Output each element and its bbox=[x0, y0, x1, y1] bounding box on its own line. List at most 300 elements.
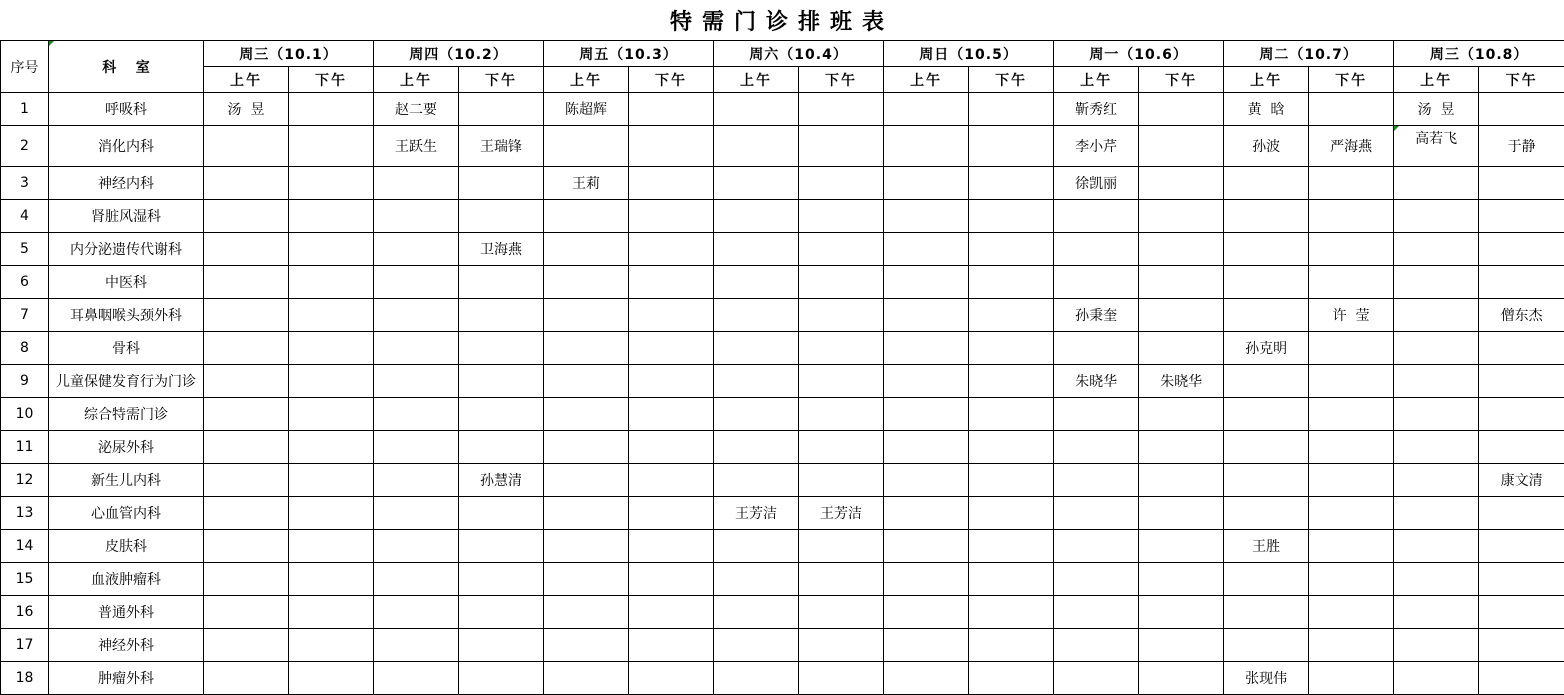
schedule-cell[interactable] bbox=[1479, 299, 1564, 332]
schedule-cell[interactable] bbox=[1139, 398, 1224, 431]
schedule-cell[interactable] bbox=[374, 299, 459, 332]
schedule-cell[interactable] bbox=[1054, 233, 1139, 266]
schedule-cell[interactable] bbox=[1394, 332, 1479, 365]
schedule-cell[interactable] bbox=[1479, 596, 1564, 629]
schedule-cell[interactable] bbox=[204, 431, 289, 464]
schedule-cell[interactable] bbox=[459, 167, 544, 200]
schedule-cell[interactable] bbox=[374, 332, 459, 365]
schedule-cell[interactable] bbox=[1139, 167, 1224, 200]
schedule-cell[interactable] bbox=[1224, 299, 1309, 332]
schedule-cell[interactable] bbox=[1054, 365, 1139, 398]
doctor-name: 王莉 bbox=[572, 173, 600, 193]
schedule-cell[interactable] bbox=[799, 431, 884, 464]
schedule-cell[interactable] bbox=[289, 332, 374, 365]
schedule-cell[interactable] bbox=[1224, 398, 1309, 431]
schedule-cell[interactable] bbox=[1309, 398, 1394, 431]
schedule-cell[interactable] bbox=[1224, 126, 1309, 167]
schedule-cell[interactable] bbox=[884, 332, 969, 365]
schedule-cell[interactable] bbox=[629, 662, 714, 695]
schedule-cell[interactable] bbox=[374, 497, 459, 530]
schedule-cell[interactable] bbox=[1394, 126, 1479, 167]
schedule-cell[interactable] bbox=[884, 93, 969, 126]
schedule-cell[interactable] bbox=[1224, 266, 1309, 299]
schedule-cell[interactable] bbox=[1224, 233, 1309, 266]
schedule-cell[interactable] bbox=[629, 398, 714, 431]
schedule-cell[interactable] bbox=[1224, 629, 1309, 662]
schedule-cell[interactable] bbox=[969, 596, 1054, 629]
schedule-cell[interactable] bbox=[374, 563, 459, 596]
schedule-cell[interactable] bbox=[1479, 93, 1564, 126]
schedule-cell[interactable] bbox=[1224, 332, 1309, 365]
schedule-cell[interactable] bbox=[459, 464, 544, 497]
schedule-cell[interactable] bbox=[1224, 596, 1309, 629]
schedule-cell[interactable] bbox=[799, 126, 884, 167]
schedule-cell[interactable] bbox=[799, 299, 884, 332]
schedule-cell[interactable] bbox=[289, 200, 374, 233]
schedule-cell[interactable] bbox=[1224, 200, 1309, 233]
schedule-cell[interactable] bbox=[1139, 200, 1224, 233]
doctor-name: 王瑞锋 bbox=[480, 136, 522, 156]
schedule-cell[interactable] bbox=[1479, 365, 1564, 398]
schedule-cell[interactable] bbox=[374, 464, 459, 497]
schedule-cell[interactable] bbox=[714, 126, 799, 167]
schedule-cell[interactable] bbox=[1309, 299, 1394, 332]
schedule-cell[interactable] bbox=[374, 662, 459, 695]
schedule-cell[interactable] bbox=[799, 629, 884, 662]
doctor-name: 王芳洁 bbox=[735, 503, 777, 523]
schedule-cell[interactable] bbox=[969, 464, 1054, 497]
schedule-cell[interactable] bbox=[884, 497, 969, 530]
schedule-cell[interactable] bbox=[289, 662, 374, 695]
schedule-cell[interactable] bbox=[884, 464, 969, 497]
schedule-cell[interactable] bbox=[969, 563, 1054, 596]
schedule-cell[interactable] bbox=[884, 596, 969, 629]
schedule-cell[interactable] bbox=[714, 464, 799, 497]
schedule-cell[interactable] bbox=[1139, 266, 1224, 299]
schedule-cell[interactable] bbox=[1139, 530, 1224, 563]
schedule-cell[interactable] bbox=[374, 530, 459, 563]
doctor-name: 许 莹 bbox=[1333, 305, 1370, 325]
schedule-cell[interactable] bbox=[289, 167, 374, 200]
schedule-cell[interactable] bbox=[459, 299, 544, 332]
schedule-cell[interactable] bbox=[1394, 464, 1479, 497]
schedule-cell[interactable] bbox=[1139, 596, 1224, 629]
schedule-cell[interactable] bbox=[459, 530, 544, 563]
row-seq: 9 bbox=[1, 365, 49, 398]
schedule-cell[interactable] bbox=[459, 365, 544, 398]
schedule-cell[interactable] bbox=[969, 233, 1054, 266]
schedule-cell[interactable] bbox=[204, 563, 289, 596]
schedule-cell[interactable] bbox=[1054, 497, 1139, 530]
schedule-cell[interactable] bbox=[459, 629, 544, 662]
schedule-cell[interactable] bbox=[1139, 332, 1224, 365]
schedule-cell[interactable] bbox=[629, 93, 714, 126]
schedule-cell[interactable] bbox=[204, 464, 289, 497]
schedule-cell[interactable] bbox=[1479, 200, 1564, 233]
schedule-cell[interactable] bbox=[459, 662, 544, 695]
schedule-cell[interactable] bbox=[1309, 200, 1394, 233]
schedule-cell[interactable] bbox=[1224, 365, 1309, 398]
schedule-cell[interactable] bbox=[204, 365, 289, 398]
schedule-cell[interactable] bbox=[629, 596, 714, 629]
schedule-cell[interactable] bbox=[374, 629, 459, 662]
schedule-cell[interactable] bbox=[799, 398, 884, 431]
schedule-cell[interactable] bbox=[459, 497, 544, 530]
schedule-cell[interactable] bbox=[1224, 662, 1309, 695]
schedule-cell[interactable] bbox=[969, 431, 1054, 464]
schedule-cell[interactable] bbox=[1394, 200, 1479, 233]
schedule-cell[interactable] bbox=[1394, 398, 1479, 431]
schedule-cell[interactable] bbox=[714, 530, 799, 563]
schedule-cell[interactable] bbox=[459, 431, 544, 464]
schedule-cell[interactable] bbox=[884, 365, 969, 398]
schedule-cell[interactable] bbox=[459, 563, 544, 596]
schedule-cell[interactable] bbox=[884, 530, 969, 563]
schedule-cell[interactable] bbox=[714, 167, 799, 200]
schedule-cell[interactable] bbox=[374, 266, 459, 299]
schedule-cell[interactable] bbox=[204, 332, 289, 365]
schedule-cell[interactable] bbox=[374, 596, 459, 629]
schedule-cell[interactable] bbox=[1394, 497, 1479, 530]
schedule-cell[interactable] bbox=[884, 629, 969, 662]
schedule-cell[interactable] bbox=[204, 299, 289, 332]
schedule-cell[interactable] bbox=[289, 629, 374, 662]
schedule-cell[interactable] bbox=[1309, 365, 1394, 398]
schedule-cell[interactable] bbox=[884, 662, 969, 695]
schedule-cell[interactable] bbox=[1139, 93, 1224, 126]
schedule-cell[interactable] bbox=[799, 662, 884, 695]
schedule-cell[interactable] bbox=[1054, 200, 1139, 233]
schedule-cell[interactable] bbox=[1479, 530, 1564, 563]
schedule-cell[interactable] bbox=[1394, 167, 1479, 200]
schedule-cell[interactable] bbox=[1394, 431, 1479, 464]
schedule-cell[interactable] bbox=[1394, 93, 1479, 126]
schedule-cell[interactable] bbox=[629, 497, 714, 530]
schedule-cell[interactable] bbox=[799, 93, 884, 126]
schedule-cell[interactable] bbox=[374, 167, 459, 200]
schedule-cell[interactable] bbox=[204, 398, 289, 431]
schedule-cell[interactable] bbox=[1309, 93, 1394, 126]
schedule-cell[interactable] bbox=[204, 233, 289, 266]
schedule-cell[interactable] bbox=[544, 563, 629, 596]
schedule-cell[interactable] bbox=[544, 464, 629, 497]
schedule-cell[interactable] bbox=[884, 431, 969, 464]
schedule-cell[interactable] bbox=[629, 563, 714, 596]
schedule-cell[interactable] bbox=[204, 629, 289, 662]
schedule-cell[interactable] bbox=[1224, 563, 1309, 596]
schedule-cell[interactable] bbox=[1309, 431, 1394, 464]
schedule-cell[interactable] bbox=[629, 431, 714, 464]
schedule-cell[interactable] bbox=[1309, 629, 1394, 662]
schedule-cell[interactable] bbox=[1479, 398, 1564, 431]
schedule-cell[interactable] bbox=[1309, 662, 1394, 695]
doctor-name: 王芳洁 bbox=[820, 503, 862, 523]
schedule-cell[interactable] bbox=[969, 530, 1054, 563]
schedule-cell[interactable] bbox=[1479, 167, 1564, 200]
schedule-cell[interactable] bbox=[1139, 365, 1224, 398]
schedule-cell[interactable] bbox=[884, 126, 969, 167]
schedule-cell[interactable] bbox=[1224, 167, 1309, 200]
schedule-cell[interactable] bbox=[544, 431, 629, 464]
schedule-cell[interactable] bbox=[714, 365, 799, 398]
schedule-cell[interactable] bbox=[544, 200, 629, 233]
schedule-cell[interactable] bbox=[1309, 332, 1394, 365]
schedule-cell[interactable] bbox=[204, 93, 289, 126]
schedule-cell[interactable] bbox=[1139, 299, 1224, 332]
schedule-cell[interactable] bbox=[459, 200, 544, 233]
schedule-cell[interactable] bbox=[629, 200, 714, 233]
schedule-cell[interactable] bbox=[629, 464, 714, 497]
schedule-cell[interactable] bbox=[1309, 497, 1394, 530]
schedule-cell[interactable] bbox=[1394, 563, 1479, 596]
schedule-cell[interactable] bbox=[1224, 431, 1309, 464]
schedule-cell[interactable] bbox=[714, 398, 799, 431]
schedule-cell[interactable] bbox=[1309, 233, 1394, 266]
schedule-cell[interactable] bbox=[1394, 233, 1479, 266]
schedule-cell[interactable] bbox=[374, 365, 459, 398]
schedule-cell[interactable] bbox=[884, 200, 969, 233]
schedule-cell[interactable] bbox=[204, 200, 289, 233]
schedule-cell[interactable] bbox=[1054, 93, 1139, 126]
table-row bbox=[1, 200, 1564, 233]
schedule-cell[interactable] bbox=[544, 126, 629, 167]
schedule-cell[interactable] bbox=[289, 596, 374, 629]
schedule-cell[interactable] bbox=[629, 167, 714, 200]
schedule-cell[interactable] bbox=[1139, 629, 1224, 662]
schedule-cell[interactable] bbox=[1394, 530, 1479, 563]
schedule-cell[interactable] bbox=[544, 299, 629, 332]
row-dept: 神经外科 bbox=[49, 629, 204, 662]
schedule-cell[interactable] bbox=[799, 365, 884, 398]
schedule-cell[interactable] bbox=[714, 596, 799, 629]
row-seq: 7 bbox=[1, 299, 49, 332]
schedule-cell[interactable] bbox=[544, 629, 629, 662]
schedule-cell[interactable] bbox=[1479, 662, 1564, 695]
schedule-cell[interactable] bbox=[884, 266, 969, 299]
schedule-cell[interactable] bbox=[1054, 167, 1139, 200]
schedule-cell[interactable] bbox=[1479, 497, 1564, 530]
schedule-cell[interactable] bbox=[1479, 431, 1564, 464]
schedule-cell[interactable] bbox=[969, 93, 1054, 126]
schedule-cell[interactable] bbox=[544, 167, 629, 200]
schedule-cell[interactable] bbox=[969, 662, 1054, 695]
schedule-cell[interactable] bbox=[1479, 464, 1564, 497]
schedule-cell[interactable] bbox=[969, 365, 1054, 398]
schedule-cell[interactable] bbox=[629, 126, 714, 167]
schedule-cell[interactable] bbox=[1139, 464, 1224, 497]
schedule-cell[interactable] bbox=[1309, 530, 1394, 563]
schedule-cell[interactable] bbox=[544, 266, 629, 299]
schedule-cell[interactable] bbox=[1394, 299, 1479, 332]
schedule-cell[interactable] bbox=[1309, 126, 1394, 167]
schedule-cell[interactable] bbox=[1054, 662, 1139, 695]
schedule-cell[interactable] bbox=[799, 167, 884, 200]
schedule-cell[interactable] bbox=[969, 200, 1054, 233]
schedule-cell[interactable] bbox=[1479, 266, 1564, 299]
schedule-cell[interactable] bbox=[1394, 629, 1479, 662]
schedule-cell[interactable] bbox=[714, 563, 799, 596]
schedule-cell[interactable] bbox=[204, 530, 289, 563]
schedule-cell[interactable] bbox=[629, 530, 714, 563]
schedule-cell[interactable] bbox=[1054, 266, 1139, 299]
schedule-cell[interactable] bbox=[1139, 497, 1224, 530]
schedule-cell[interactable] bbox=[629, 266, 714, 299]
schedule-cell[interactable] bbox=[374, 431, 459, 464]
schedule-cell[interactable] bbox=[1139, 662, 1224, 695]
schedule-cell[interactable] bbox=[714, 431, 799, 464]
schedule-cell[interactable] bbox=[1224, 93, 1309, 126]
schedule-cell[interactable] bbox=[544, 662, 629, 695]
schedule-cell[interactable] bbox=[289, 233, 374, 266]
schedule-cell[interactable] bbox=[969, 126, 1054, 167]
schedule-cell[interactable] bbox=[799, 200, 884, 233]
schedule-cell[interactable] bbox=[544, 497, 629, 530]
schedule-cell[interactable] bbox=[969, 167, 1054, 200]
schedule-cell[interactable] bbox=[799, 497, 884, 530]
schedule-cell[interactable] bbox=[1054, 398, 1139, 431]
schedule-cell[interactable] bbox=[1139, 431, 1224, 464]
schedule-cell[interactable] bbox=[714, 93, 799, 126]
schedule-cell[interactable] bbox=[969, 497, 1054, 530]
schedule-cell[interactable] bbox=[374, 233, 459, 266]
schedule-cell[interactable] bbox=[969, 266, 1054, 299]
schedule-cell[interactable] bbox=[1394, 365, 1479, 398]
schedule-cell[interactable] bbox=[1054, 299, 1139, 332]
schedule-cell[interactable] bbox=[1054, 596, 1139, 629]
schedule-cell[interactable] bbox=[544, 530, 629, 563]
schedule-cell[interactable] bbox=[799, 464, 884, 497]
schedule-cell[interactable] bbox=[1224, 530, 1309, 563]
schedule-cell[interactable] bbox=[289, 266, 374, 299]
schedule-cell[interactable] bbox=[884, 299, 969, 332]
schedule-cell[interactable] bbox=[799, 332, 884, 365]
schedule-cell[interactable] bbox=[629, 233, 714, 266]
schedule-cell[interactable] bbox=[1054, 629, 1139, 662]
schedule-cell[interactable] bbox=[1479, 563, 1564, 596]
schedule-cell[interactable] bbox=[289, 464, 374, 497]
schedule-cell[interactable] bbox=[1054, 563, 1139, 596]
schedule-cell[interactable] bbox=[969, 629, 1054, 662]
schedule-cell[interactable] bbox=[544, 596, 629, 629]
schedule-cell[interactable] bbox=[1479, 629, 1564, 662]
schedule-cell[interactable] bbox=[969, 398, 1054, 431]
schedule-cell[interactable] bbox=[1309, 596, 1394, 629]
schedule-cell[interactable] bbox=[799, 530, 884, 563]
schedule-cell[interactable] bbox=[969, 332, 1054, 365]
schedule-cell[interactable] bbox=[459, 398, 544, 431]
schedule-cell[interactable] bbox=[1224, 497, 1309, 530]
schedule-cell[interactable] bbox=[714, 266, 799, 299]
schedule-cell[interactable] bbox=[1054, 332, 1139, 365]
schedule-cell[interactable] bbox=[629, 629, 714, 662]
schedule-cell[interactable] bbox=[204, 662, 289, 695]
schedule-cell[interactable] bbox=[544, 365, 629, 398]
schedule-cell[interactable] bbox=[714, 200, 799, 233]
schedule-cell[interactable] bbox=[459, 596, 544, 629]
schedule-cell[interactable] bbox=[799, 233, 884, 266]
schedule-cell[interactable] bbox=[289, 126, 374, 167]
schedule-cell[interactable] bbox=[204, 167, 289, 200]
schedule-cell[interactable] bbox=[459, 332, 544, 365]
schedule-cell[interactable] bbox=[1139, 126, 1224, 167]
schedule-cell[interactable] bbox=[799, 596, 884, 629]
schedule-cell[interactable] bbox=[289, 398, 374, 431]
schedule-cell[interactable] bbox=[1054, 464, 1139, 497]
schedule-cell[interactable] bbox=[1309, 464, 1394, 497]
schedule-cell[interactable] bbox=[1394, 596, 1479, 629]
schedule-cell[interactable] bbox=[714, 497, 799, 530]
schedule-cell[interactable] bbox=[1479, 332, 1564, 365]
doctor-name: 高若飞 bbox=[1415, 128, 1457, 148]
schedule-cell[interactable] bbox=[204, 266, 289, 299]
schedule-cell[interactable] bbox=[1054, 431, 1139, 464]
schedule-cell[interactable] bbox=[799, 563, 884, 596]
schedule-cell[interactable] bbox=[1309, 167, 1394, 200]
schedule-cell[interactable] bbox=[629, 299, 714, 332]
schedule-cell[interactable] bbox=[204, 497, 289, 530]
schedule-cell[interactable] bbox=[459, 233, 544, 266]
schedule-cell[interactable] bbox=[884, 233, 969, 266]
schedule-cell[interactable] bbox=[629, 365, 714, 398]
schedule-cell[interactable] bbox=[289, 299, 374, 332]
schedule-cell[interactable] bbox=[289, 93, 374, 126]
schedule-cell[interactable] bbox=[1139, 563, 1224, 596]
schedule-cell[interactable] bbox=[1224, 464, 1309, 497]
schedule-cell[interactable] bbox=[884, 398, 969, 431]
schedule-cell[interactable] bbox=[714, 332, 799, 365]
schedule-cell[interactable] bbox=[1394, 266, 1479, 299]
schedule-cell[interactable] bbox=[884, 563, 969, 596]
schedule-cell[interactable] bbox=[1479, 126, 1564, 167]
schedule-cell[interactable] bbox=[204, 596, 289, 629]
schedule-cell[interactable] bbox=[544, 398, 629, 431]
schedule-cell[interactable] bbox=[629, 332, 714, 365]
schedule-cell[interactable] bbox=[1309, 563, 1394, 596]
schedule-cell[interactable] bbox=[374, 398, 459, 431]
schedule-cell[interactable] bbox=[714, 299, 799, 332]
schedule-cell[interactable] bbox=[799, 266, 884, 299]
schedule-cell[interactable] bbox=[714, 629, 799, 662]
schedule-cell[interactable] bbox=[714, 233, 799, 266]
schedule-cell[interactable] bbox=[714, 662, 799, 695]
schedule-cell[interactable] bbox=[204, 126, 289, 167]
schedule-cell[interactable] bbox=[1309, 266, 1394, 299]
row-seq: 17 bbox=[1, 629, 49, 662]
schedule-cell[interactable] bbox=[374, 200, 459, 233]
schedule-cell[interactable] bbox=[289, 530, 374, 563]
schedule-cell[interactable] bbox=[459, 93, 544, 126]
schedule-cell[interactable] bbox=[459, 266, 544, 299]
schedule-cell[interactable] bbox=[289, 431, 374, 464]
schedule-cell[interactable] bbox=[374, 126, 459, 167]
schedule-cell[interactable] bbox=[1054, 126, 1139, 167]
schedule-cell[interactable] bbox=[544, 233, 629, 266]
schedule-cell[interactable] bbox=[544, 332, 629, 365]
schedule-cell[interactable] bbox=[884, 167, 969, 200]
schedule-cell[interactable] bbox=[289, 365, 374, 398]
schedule-cell[interactable] bbox=[544, 93, 629, 126]
schedule-cell[interactable] bbox=[459, 126, 544, 167]
schedule-cell[interactable] bbox=[969, 299, 1054, 332]
table-row bbox=[1, 431, 1564, 464]
schedule-cell[interactable] bbox=[374, 93, 459, 126]
schedule-cell[interactable] bbox=[1054, 530, 1139, 563]
schedule-cell[interactable] bbox=[289, 497, 374, 530]
schedule-cell[interactable] bbox=[289, 563, 374, 596]
schedule-cell[interactable] bbox=[1479, 233, 1564, 266]
schedule-cell[interactable] bbox=[1139, 233, 1224, 266]
schedule-cell[interactable] bbox=[1394, 662, 1479, 695]
